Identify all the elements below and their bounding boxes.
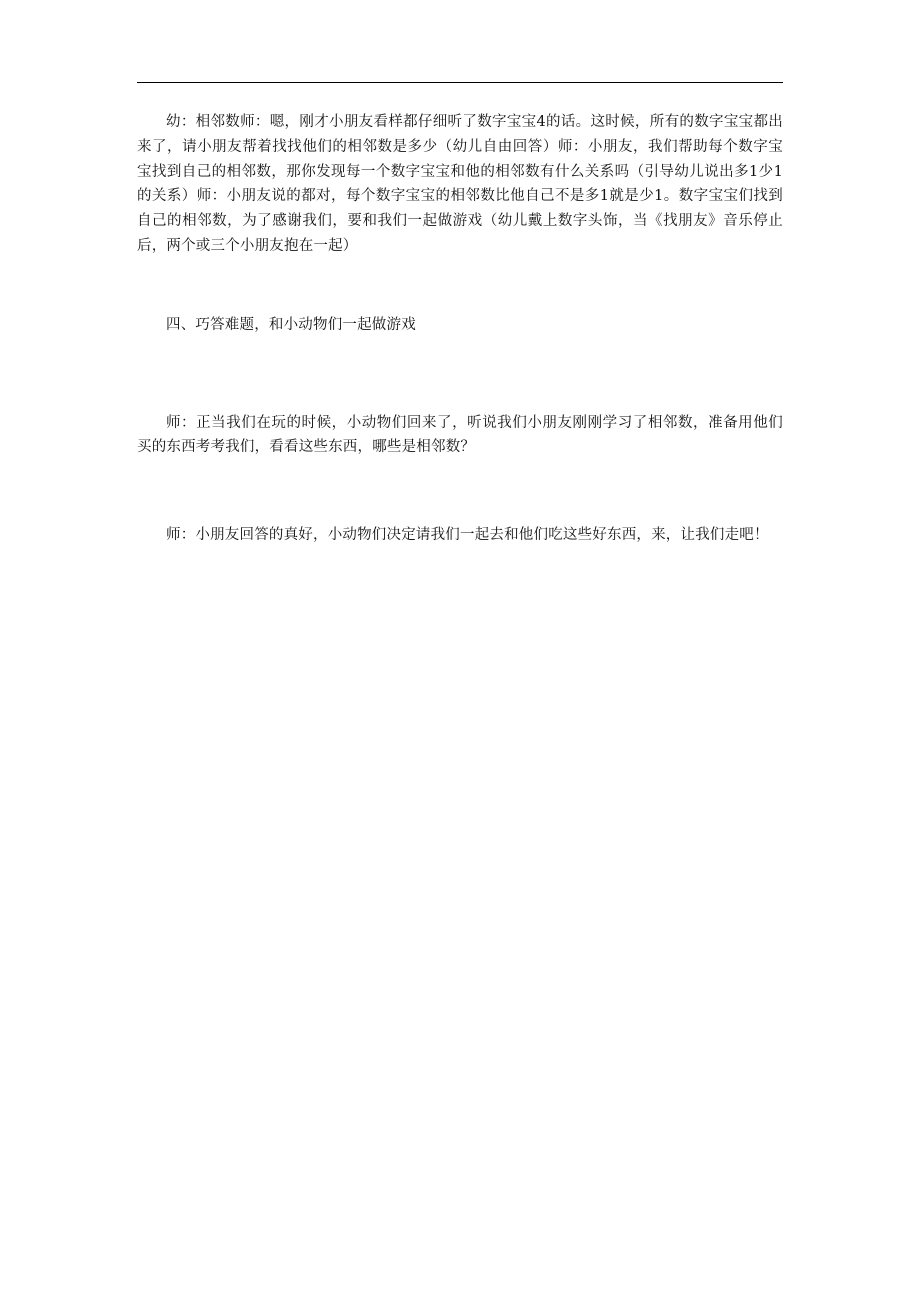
- section-heading-4: 四、巧答难题，和小动物们一起做游戏: [166, 316, 416, 333]
- paragraph-adjacent-numbers-discussion: 幼：相邻数师：嗯，刚才小朋友看样都仔细听了数字宝宝4的话。这时候，所有的数字宝宝都出来了，请小朋友帮着找找他们的相邻数是多少（幼儿自由回答）师：小朋友，我们帮助每个数字宝宝找到自己的相邻数，那你发现每一个数字宝宝和他的相邻数有什么关系吗（引导幼儿说出多1少1的关系）师：小朋友说的都对，每个数字宝宝的相邻数比他自己不是多1就是少1。数字宝宝们找到自己的相邻数，为了感谢我们，要和我们一起做游戏（幼儿戴上数字头饰，当《找朋友》音乐停止后，两个或三个小朋友抱在一起）: [137, 114, 783, 254]
- paragraph-animals-return: 师：正当我们在玩的时候，小动物们回来了，听说我们小朋友刚刚学习了相邻数，准备用他们买的东西考考我们，看看这些东西，哪些是相邻数？: [137, 414, 783, 456]
- header-rule: [137, 82, 783, 83]
- document-body: [137, 110, 783, 548]
- paragraph-closing: 师：小朋友回答的真好，小动物们决定请我们一起去和他们吃这些好东西，来，让我们走吧！: [166, 527, 769, 544]
